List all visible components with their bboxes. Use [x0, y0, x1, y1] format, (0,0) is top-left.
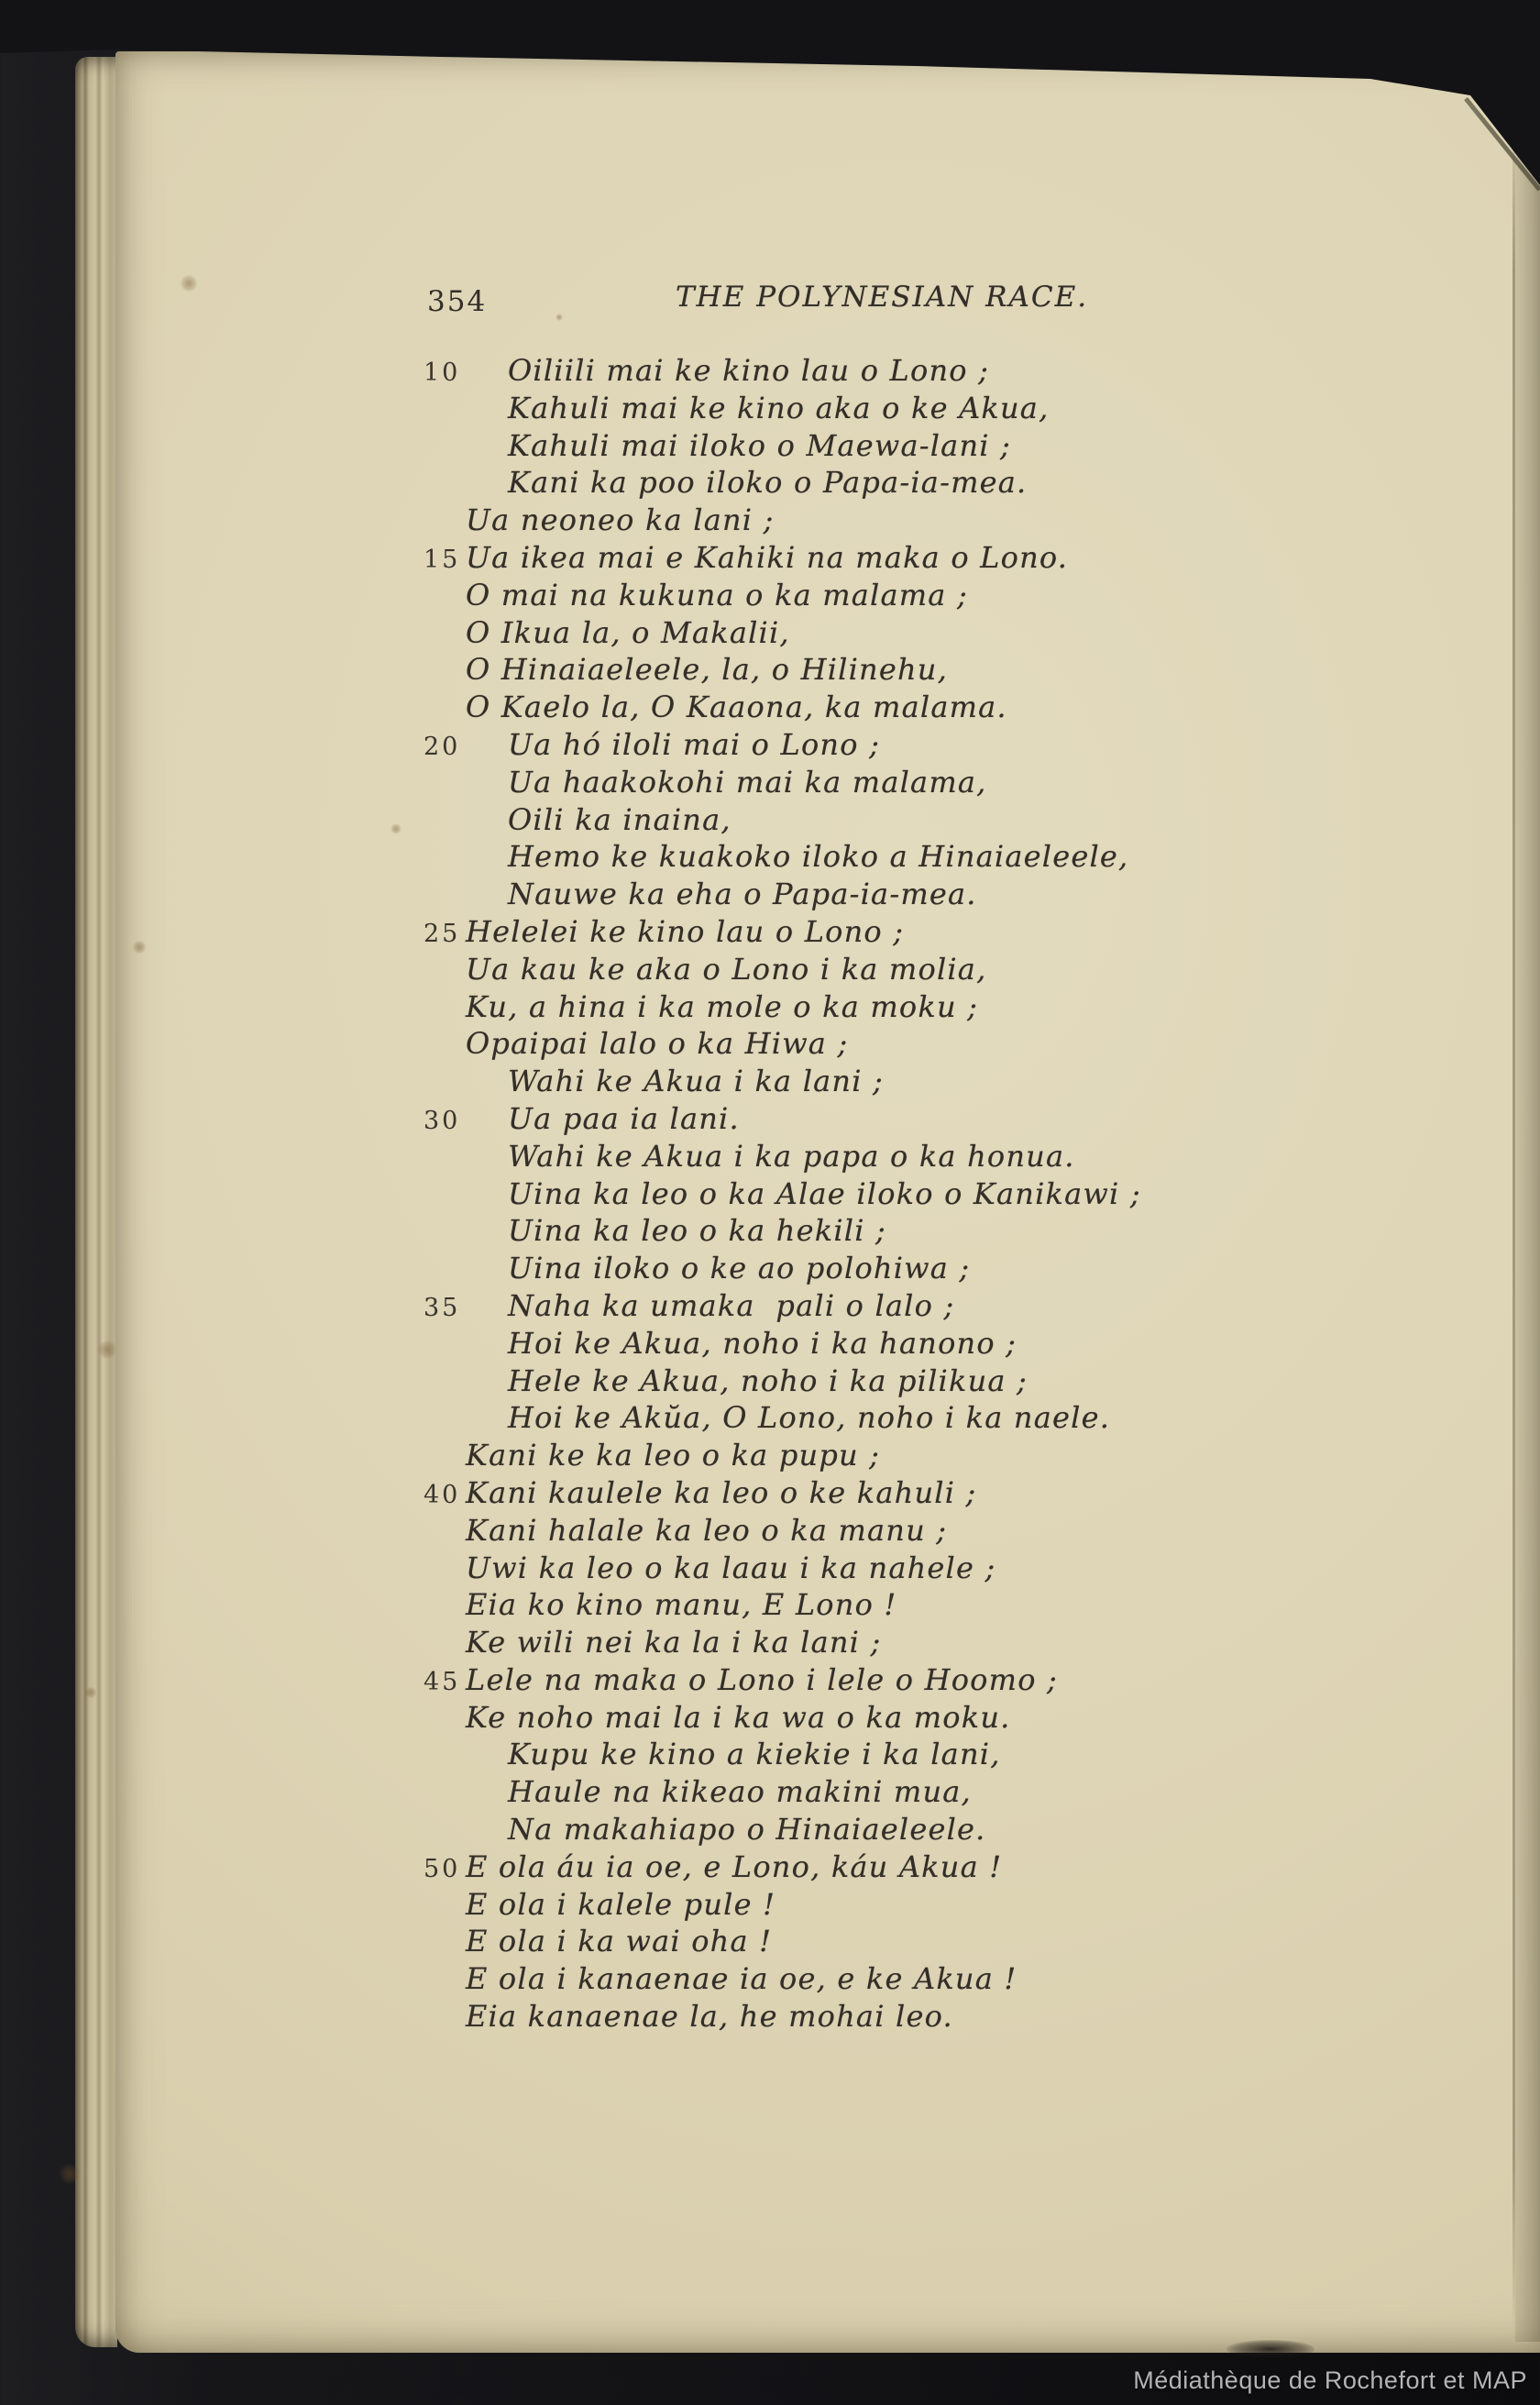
poem-line	[424, 1512, 1141, 1550]
line-number	[424, 1998, 466, 2004]
poem-line	[424, 951, 1141, 988]
line-number	[424, 1550, 466, 1556]
poem-line	[424, 390, 1141, 427]
line-number	[424, 1138, 466, 1144]
poem-line	[424, 614, 1141, 652]
line-text: Hoi ke Akŭa, O Lono, noho i ka naele.	[508, 1400, 1111, 1436]
poem-line	[424, 1923, 1141, 1960]
poem-line	[424, 1362, 1141, 1400]
page-stack-edge	[75, 57, 117, 2347]
foxing-spot	[59, 2164, 81, 2184]
poem-line	[424, 1624, 1141, 1661]
line-text: Na makahiapo o Hinaiaeleele.	[508, 1812, 986, 1848]
line-number	[424, 1512, 466, 1518]
line-number	[424, 689, 466, 695]
line-text: E ola áu ia oe, e Lono, káu Akua !	[466, 1848, 1003, 1884]
line-text: Eia ko kino manu, E Lono !	[466, 1587, 897, 1623]
poem-line	[424, 1998, 1141, 2035]
poem-line	[424, 1138, 1141, 1175]
line-number	[424, 1923, 466, 1929]
line-text: Uwi ka leo o ka laau i ka nahele ;	[466, 1550, 996, 1585]
line-text: Eia kanaenae la, he mohai leo.	[466, 1999, 953, 2035]
line-text: Haule na kikeao makini mua,	[508, 1774, 972, 1810]
line-text: Kahuli mai iloko o Maewa-lani ;	[508, 427, 1012, 463]
line-text: Kani halale ka leo o ka manu ;	[466, 1512, 948, 1548]
running-title: THE POLYNESIAN RACE.	[676, 281, 1089, 314]
line-number: 25	[424, 919, 461, 948]
poem-line	[424, 539, 1141, 577]
line-text: Ke noho mai la i ka wa o ka moku.	[466, 1699, 1011, 1735]
foxing-spot	[390, 823, 402, 834]
line-number: 20	[424, 732, 461, 761]
line-number	[424, 464, 466, 470]
poem-line	[424, 689, 1141, 726]
poem-line	[424, 764, 1141, 801]
poem-line	[424, 1736, 1141, 1773]
poem-line	[424, 726, 1141, 764]
poem-line	[424, 913, 1141, 951]
line-number	[424, 1212, 466, 1219]
line-text: O Kaelo la, O Kaaona, ka malama.	[466, 690, 1007, 725]
bottom-edge-smudge	[1226, 2340, 1314, 2358]
poem-line	[424, 577, 1141, 614]
line-number	[424, 951, 466, 957]
poem-line	[424, 1699, 1141, 1737]
line-number: 30	[424, 1106, 461, 1135]
poem-line	[424, 801, 1141, 839]
line-text: Hemo ke kuakoko iloko a Hinaiaeleele,	[508, 839, 1129, 875]
poem-line	[424, 988, 1141, 1026]
line-text: Oili ka inaina,	[508, 801, 732, 837]
poem-line	[424, 1287, 1141, 1325]
poem-line	[424, 1175, 1141, 1213]
gutter-shadow	[1515, 84, 1540, 2342]
line-text: Hoi ke Akua, noho i ka hanono ;	[508, 1325, 1018, 1361]
line-number	[424, 1736, 466, 1742]
poem-line	[424, 1100, 1141, 1138]
line-text: Kani ka poo iloko o Papa-ia-mea.	[508, 465, 1028, 501]
poem-line	[424, 1960, 1141, 1998]
foxing-spot	[556, 314, 563, 321]
line-number: 50	[424, 1854, 461, 1883]
poem-line	[424, 1325, 1141, 1362]
line-text: Kupu ke kino a kiekie i ka lani,	[508, 1737, 1001, 1772]
poem-line	[424, 464, 1141, 502]
poem	[424, 352, 1141, 2035]
poem-line	[424, 876, 1141, 913]
line-text: O Hinaiaeleele, la, o Hilinehu,	[466, 652, 948, 688]
poem-line	[424, 502, 1141, 539]
foxing-spot	[132, 941, 147, 954]
line-text: Naha ka umaka pali o lalo ;	[508, 1287, 955, 1323]
poem-line	[424, 1212, 1141, 1250]
poem-line	[424, 352, 1141, 390]
line-number	[424, 1624, 466, 1630]
line-text: Ua kau ke aka o Lono i ka molia,	[466, 951, 987, 987]
line-text: Ke wili nei ka la i ka lani ;	[466, 1625, 882, 1660]
line-number	[424, 1437, 466, 1443]
line-number: 35	[424, 1293, 461, 1322]
line-text: Opaipai lalo o ka Hiwa ;	[466, 1026, 849, 1062]
line-text: Kahuli mai ke kino aka o ke Akua,	[508, 390, 1050, 425]
poem-line	[424, 1474, 1141, 1512]
line-text: Ua paa ia lani.	[508, 1100, 740, 1136]
line-number	[424, 988, 466, 995]
line-number: 15	[424, 545, 461, 574]
poem-line	[424, 1586, 1141, 1624]
line-number: 10	[424, 359, 461, 387]
line-text: O mai na kukuna o ka malama ;	[466, 577, 968, 612]
line-number	[424, 1250, 466, 1256]
poem-line	[424, 651, 1141, 689]
library-watermark: Médiathèque de Rochefort et MAP	[1133, 2366, 1527, 2394]
poem-line	[424, 427, 1141, 465]
line-number	[424, 1325, 466, 1331]
foxing-spot	[84, 1687, 97, 1698]
line-text: Wahi ke Akua i ka papa o ka honua.	[508, 1138, 1075, 1174]
line-number	[424, 1960, 466, 1967]
line-text: Ua hó iloli mai o Lono ;	[508, 726, 881, 762]
line-number	[424, 801, 466, 808]
line-number	[424, 1886, 466, 1892]
line-number	[424, 427, 466, 434]
line-text: Ua haakokohi mai ka malama,	[508, 764, 987, 800]
poem-line	[424, 1661, 1141, 1699]
line-text: Helelei ke kino lau o Lono ;	[466, 913, 905, 949]
line-number	[424, 1773, 466, 1780]
line-text: Kani kaulele ka leo o ke kahuli ;	[466, 1474, 977, 1510]
line-text: Uina iloko o ke ao polohiwa ;	[508, 1251, 971, 1286]
line-number	[424, 1175, 466, 1182]
line-text: E ola i ka wai oha !	[466, 1924, 773, 1959]
line-number: 45	[424, 1667, 461, 1696]
line-number	[424, 577, 466, 583]
line-text: Ku, a hina i ka mole o ka moku ;	[466, 988, 979, 1024]
poem-line	[424, 1773, 1141, 1811]
line-text: Ua ikea mai e Kahiki na maka o Lono.	[466, 539, 1069, 575]
line-text: Kani ke ka leo o ka pupu ;	[466, 1438, 881, 1473]
line-text: E ola i kanaenae ia oe, e ke Akua !	[466, 1961, 1018, 1997]
line-text: Hele ke Akua, noho i ka pilikua ;	[508, 1362, 1028, 1398]
foxing-spot	[180, 275, 198, 292]
page-number: 354	[427, 285, 488, 318]
line-number	[424, 1586, 466, 1593]
line-number	[424, 838, 466, 844]
poem-line	[424, 1250, 1141, 1287]
line-text: Uina ka leo o ka Alae iloko o Kanikawi ;	[508, 1175, 1141, 1211]
line-number	[424, 1025, 466, 1032]
line-number	[424, 1811, 466, 1817]
poem-line	[424, 1886, 1141, 1924]
poem-line	[424, 838, 1141, 876]
line-number: 40	[424, 1480, 461, 1509]
line-text: Oiliili mai ke kino lau o Lono ;	[508, 353, 990, 388]
foxing-spot	[97, 1340, 117, 1359]
line-number	[424, 764, 466, 770]
line-number	[424, 1063, 466, 1069]
line-text: Nauwe ka eha o Papa-ia-mea.	[508, 877, 977, 912]
line-number	[424, 390, 466, 396]
poem-line	[424, 1811, 1141, 1848]
line-number	[424, 651, 466, 657]
line-number	[424, 614, 466, 621]
poem-line	[424, 1848, 1141, 1886]
poem-line	[424, 1437, 1141, 1474]
line-number	[424, 502, 466, 508]
poem-line	[424, 1063, 1141, 1100]
line-number	[424, 876, 466, 882]
line-text: E ola i kalele pule !	[466, 1886, 776, 1922]
line-number	[424, 1362, 466, 1369]
poem-line	[424, 1399, 1141, 1437]
line-text: Wahi ke Akua i ka lani ;	[508, 1064, 885, 1099]
line-number	[424, 1699, 466, 1705]
line-text: O Ikua la, o Makalii,	[466, 614, 790, 650]
line-number	[424, 1399, 466, 1406]
poem-line	[424, 1550, 1141, 1587]
line-text: Ua neoneo ka lani ;	[466, 502, 775, 538]
poem-line	[424, 1025, 1141, 1063]
line-text: Lele na maka o Lono i lele o Hoomo ;	[466, 1661, 1059, 1697]
line-text: Uina ka leo o ka hekili ;	[508, 1213, 886, 1249]
